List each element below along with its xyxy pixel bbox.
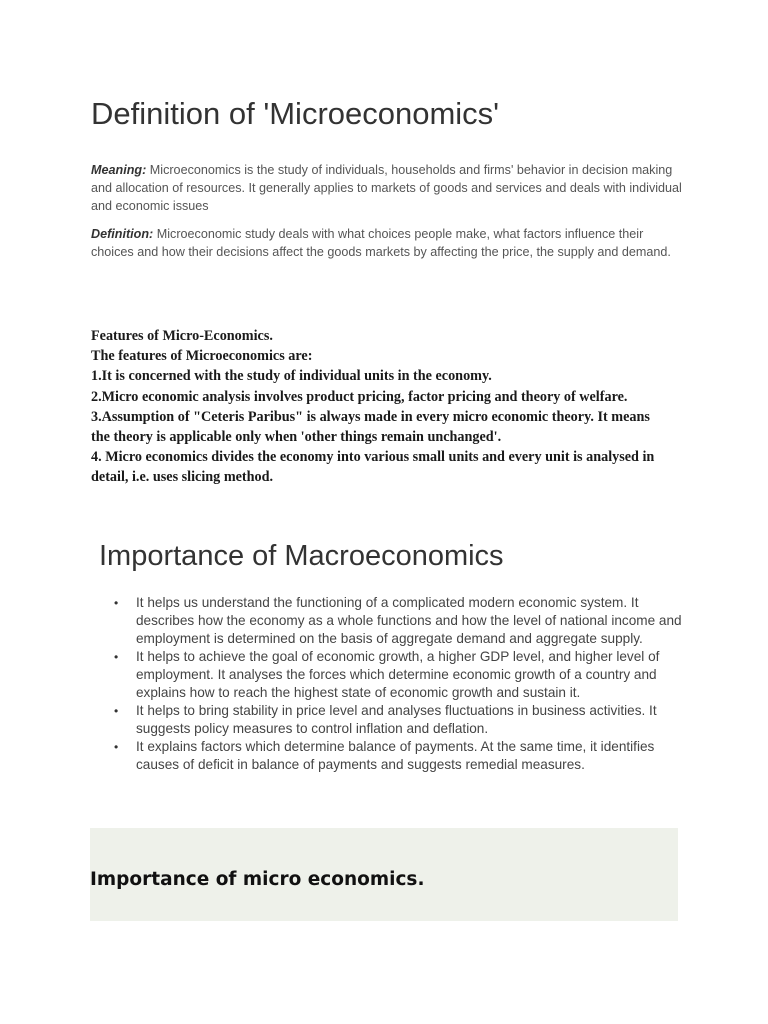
features-block	[91, 326, 671, 488]
list-item	[114, 738, 684, 774]
feature-item: 1.It is concerned with the study of individual units in the economy.	[91, 368, 492, 385]
meaning-label: Meaning:	[91, 163, 147, 177]
meaning-paragraph	[91, 161, 686, 215]
microeconomics-definition-title: Definition of 'Microeconomics'	[91, 96, 500, 131]
feature-item: 4. Micro economics divides the economy into various small units and every unit is analysed in detail, i.e. uses slicing method.	[91, 449, 655, 486]
list-item-text: It helps to bring stability in price level and analyses fluctuations in business activities. It suggests policy measures to control inflation and deflation.	[136, 703, 657, 736]
definition-paragraph	[91, 225, 686, 261]
bullet-icon: •	[114, 650, 119, 664]
definition-label: Definition:	[91, 227, 154, 241]
macroeconomics-importance-title: Importance of Macroeconomics	[99, 540, 504, 572]
bullet-icon: •	[114, 596, 119, 610]
features-intro: The features of Microeconomics are:	[91, 348, 313, 365]
features-heading: Features of Micro-Economics.	[91, 328, 273, 344]
list-item-text: It explains factors which determine balance of payments. At the same time, it identifies causes of deficit in balance of payments and suggests remedial measures.	[136, 739, 655, 772]
feature-item: 3.Assumption of "Ceteris Paribus" is always made in every micro economic theory. It means the theory is applicable only when 'other things remain unchanged'.	[91, 408, 650, 446]
definition-text: Microeconomic study deals with what choices people make, what factors influence their choices and how their decisions affect the goods markets by affecting the price, the supply and demand.	[91, 227, 671, 259]
macro-importance-list	[114, 594, 684, 774]
micro-importance-title: Importance of micro economics.	[90, 869, 425, 890]
feature-item: 2.Micro economic analysis involves product pricing, factor pricing and theory of welfare.	[91, 388, 628, 405]
list-item-text: It helps to achieve the goal of economic growth, a higher GDP level, and higher level of employment. It analyses the forces which determine economic growth of a country and explains how to reach the highest state of economic growth and sustain it.	[136, 649, 660, 700]
bullet-icon: •	[114, 704, 119, 718]
list-item	[114, 594, 684, 648]
list-item	[114, 702, 684, 738]
list-item-text: It helps us understand the functioning of a complicated modern economic system. It describes how the economy as a whole functions and how the level of national income and employment is determined on the basis of aggregate demand and aggregate supply.	[136, 595, 682, 646]
bullet-icon: •	[114, 740, 119, 754]
meaning-text: Microeconomics is the study of individuals, households and firms' behavior in decision making and allocation of resources. It generally applies to markets of goods and services and deals with individual and economic issues	[91, 163, 682, 213]
list-item	[114, 648, 684, 702]
